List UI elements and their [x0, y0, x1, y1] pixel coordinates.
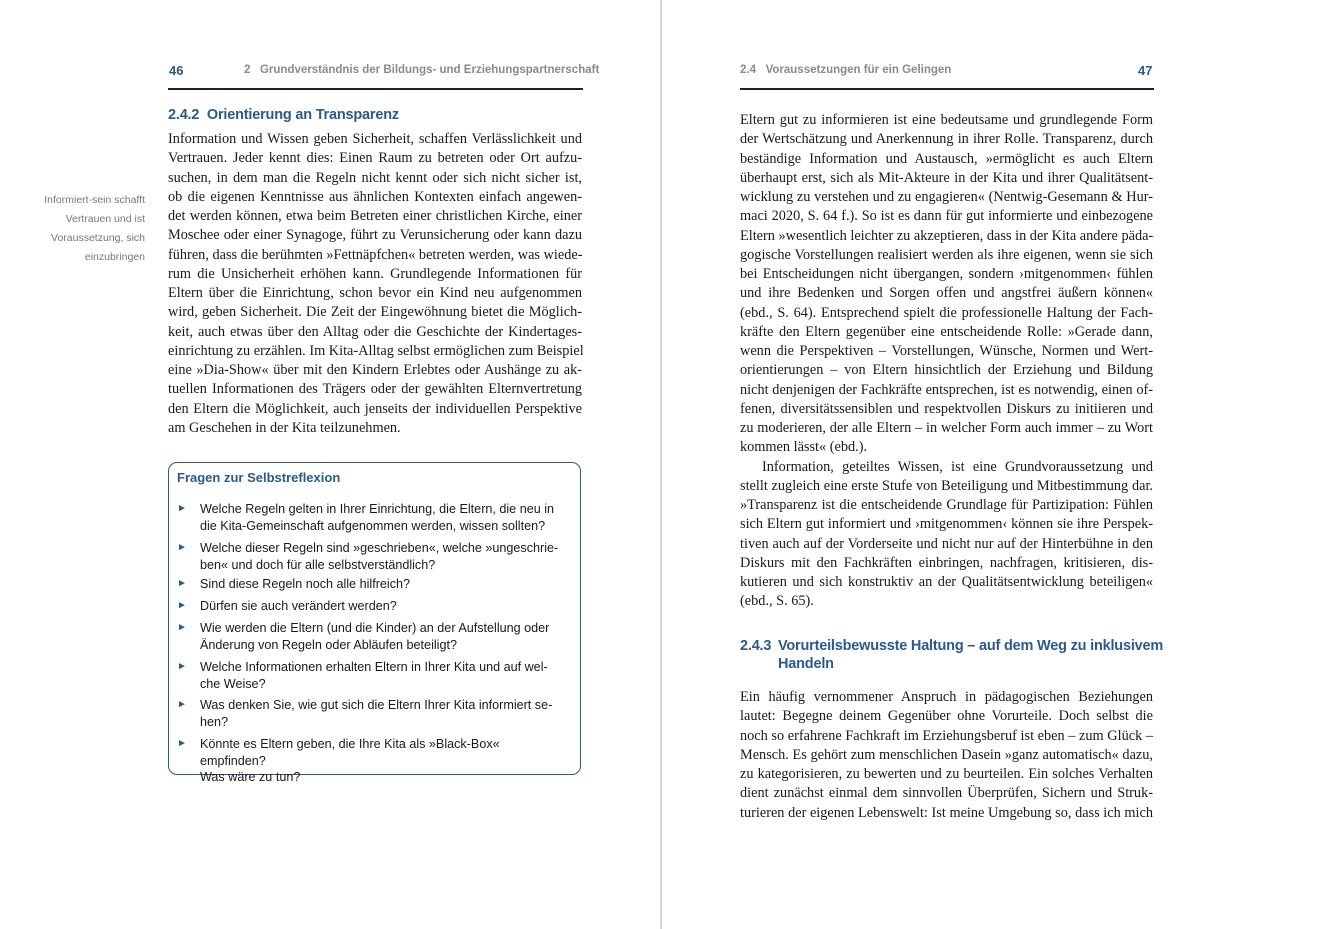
- text-line: ob die eigenen Kenntnisse aus ähnlichen Kontexten einfach angewen-: [168, 188, 582, 205]
- text-line: kräfte den Eltern gegenüber eine entscheidende Rolle: »Gerade dann,: [740, 323, 1153, 340]
- text-line: det werden können, etwa beim Betreten einer christlichen Kirche, einer: [168, 208, 582, 224]
- right-paragraph-1: [740, 111, 1153, 458]
- text-line: wird, geben Sicherheit. Die Zeit der Eingewöhnung bietet die Möglich-: [168, 304, 582, 321]
- question-item: [177, 576, 567, 593]
- header-rule-right: [740, 88, 1154, 90]
- question-text-line: ben« und doch für alle selbstverständlich?: [200, 557, 436, 572]
- self-reflection-box: [168, 462, 581, 784]
- question-text-line: hen?: [200, 714, 229, 729]
- text-line: »Transparenz ist die entscheidende Grundlage für Partizipation: Fühlen: [740, 497, 1153, 513]
- text-line: rum die Unsicherheit erhöhen kann. Grundlegende Informationen für: [168, 265, 582, 282]
- text-line: Eltern »wesentlich leichter zu akzeptieren, dass in der Kita andere päda-: [740, 227, 1154, 244]
- triangle-bullet-icon: ►: [177, 622, 187, 633]
- text-line: Mensch. Es gehört zum menschlichen Dasein »ganz automatisch« dazu,: [740, 746, 1153, 763]
- text-line: einrichtung zu erzählen. Im Kita-Alltag selbst ermöglichen zum Beispiel: [168, 342, 584, 359]
- question-item: [177, 659, 567, 692]
- left-paragraph: [168, 130, 582, 438]
- triangle-bullet-icon: ►: [177, 542, 187, 553]
- text-line: orientierungen – von Eltern hinsichtlich der Erziehung und Bildung: [740, 362, 1153, 379]
- question-text-line: Was wäre zu tun?: [200, 770, 301, 784]
- text-line: Information, geteiltes Wissen, ist eine Grundvoraussetzung und: [762, 458, 1153, 475]
- text-line: beständige Information und Austausch, »ermöglicht es auch Eltern: [740, 150, 1153, 167]
- question-item: [177, 697, 567, 730]
- triangle-bullet-icon: ►: [177, 661, 187, 672]
- question-text-line: Änderung von Regeln oder Abläufen beteiligt?: [200, 637, 457, 652]
- text-line: dient zunächst einmal dem sinnvollen Überprüfen, Sichern und Struk-: [740, 785, 1153, 802]
- question-text-line: die Kita-Gemeinschaft aufgenommen werden, wissen sollten?: [200, 518, 546, 533]
- running-head-right: 2.4 Voraussetzungen für ein Gelingen: [740, 64, 952, 76]
- right-paragraph-2: [740, 458, 1153, 612]
- text-line: führen, dass die berühmten »Fettnäpfchen« betreten werden, was wiede-: [168, 246, 583, 263]
- triangle-bullet-icon: ►: [177, 699, 187, 710]
- text-line: Ein häufig vernommener Anspruch in pädagogischen Beziehungen: [740, 689, 1153, 705]
- triangle-bullet-icon: ►: [177, 738, 187, 749]
- section-heading-2-4-3-number: 2.4.3: [740, 638, 772, 654]
- text-line: den Eltern die Möglichkeit, auch jenseits der individuellen Perspektive: [168, 400, 582, 417]
- page-number-left: 46: [169, 63, 184, 78]
- text-line: suchen, in dem man die Regeln nicht kennt oder sich nicht sicher ist,: [168, 169, 582, 186]
- page-gutter: [660, 0, 662, 929]
- text-line: kutieren und sich konstruktiv an der Qualitätsentwicklung beteiligen«: [740, 574, 1153, 590]
- text-line: Information und Wissen geben Sicherheit, schaffen Verlässlichkeit und: [168, 131, 582, 147]
- section-heading-2-4-2: 2.4.2 Orientierung an Transparenz: [168, 107, 399, 123]
- text-line: der Wertschätzung und Anerkennung in ihrer Rolle. Transparenz, durch: [740, 131, 1153, 148]
- right-paragraph-3: [740, 688, 1153, 823]
- margin-note: Informiert-sein schafft Vertrauen und ist Voraussetzung, sich einzubringen: [44, 194, 145, 263]
- text-line: wicklung zu verstehen und zu engagieren« (Nentwig-Gesemann & Hur-: [740, 189, 1153, 205]
- question-text-line: Was denken Sie, wie gut sich die Eltern Ihrer Kita informiert se-: [200, 698, 553, 712]
- text-line: Vertrauen. Jeder kennt dies: Einen Raum zu betreten oder Ort aufzu-: [168, 150, 582, 167]
- question-item: [177, 598, 567, 615]
- text-line: fenen, diversitätssensiblen und respektvollen Diskurs zu initiieren und: [740, 400, 1153, 417]
- text-line: tuellen Informationen des Trägers oder der gewählten Elternvertretung: [168, 381, 582, 398]
- question-item: [177, 540, 567, 573]
- text-line: am Geschehen in der Kita teilzunehmen.: [168, 419, 401, 436]
- question-item: [177, 736, 567, 786]
- box-title: Fragen zur Selbstreflexion: [177, 470, 341, 485]
- text-line: keit, auch etwas über den Alltag oder die Geschichte der Kindertages-: [168, 323, 582, 340]
- text-line: zu moderieren, der alle Eltern – in welcher Form auch immer – zu Wort: [740, 420, 1153, 436]
- text-line: noch so erfahrene Fachkraft im Erziehungsberuf ist eben – zum Glück –: [740, 727, 1153, 744]
- text-line: bei Entscheidungen nicht übergangen, sondern ›mitgenommen‹ fühlen: [740, 266, 1153, 282]
- text-line: Moschee oder einer Synagoge, führt zu Verunsicherung oder kann dazu: [168, 227, 582, 244]
- text-line: (ebd., S. 65).: [740, 593, 814, 610]
- text-line: überhaupt erst, sich als Mit-Akteure in der Kita und ihrer Qualitätsent-: [740, 169, 1153, 186]
- triangle-bullet-icon: ►: [177, 503, 187, 514]
- text-line: Eltern über die Einrichtung, schon bevor ein Kind neu aufgenommen: [168, 285, 582, 301]
- text-line: zu kategorisieren, zu bewerten und zu beurteilen. Ein solches Verhalten: [740, 766, 1153, 782]
- triangle-bullet-icon: ►: [177, 600, 187, 611]
- text-line: lautet: Begegne deinem Gegenüber ohne Vorurteile. Doch selbst die: [740, 708, 1153, 725]
- question-item: [177, 620, 567, 653]
- question-text-line: Sind diese Regeln noch alle hilfreich?: [200, 577, 411, 591]
- section-heading-2-4-3-line2: Handeln: [778, 656, 834, 672]
- question-text-line: Könnte es Eltern geben, die Ihre Kita als »Black-Box« empfinden?: [200, 737, 500, 768]
- text-line: Eltern gut zu informieren ist eine bedeutsame und grundlegende Form: [740, 112, 1153, 128]
- question-text-line: Welche dieser Regeln sind »geschrieben«, welche »ungeschrie-: [200, 541, 559, 555]
- header-rule-left: [168, 88, 583, 90]
- question-text-line: Dürfen sie auch verändert werden?: [200, 599, 397, 613]
- section-heading-2-4-3-line1: Vorurteilsbewusste Haltung – auf dem Weg zu inklusivem: [778, 638, 1164, 654]
- triangle-bullet-icon: ►: [177, 578, 187, 589]
- question-text-line: Welche Regeln gelten in Ihrer Einrichtung, die Eltern, die neu in: [200, 502, 555, 516]
- text-line: eine »Dia-Show« über mit den Kindern Erlebtes oder Aushänge zu ak-: [168, 362, 582, 378]
- text-line: Diskurs mit den Fachkräften einbringen, nachfragen, kritisieren, dis-: [740, 554, 1153, 571]
- page-number-right: 47: [1138, 63, 1153, 78]
- text-line: und ihre Bedenken und Sorgen offen und angstfrei äußern können«: [740, 285, 1153, 302]
- text-line: stellt zugleich eine erste Stufe von Beteiligung und Mitbestimmung dar.: [740, 477, 1153, 494]
- question-item: [177, 501, 567, 534]
- text-line: (ebd., S. 64). Entsprechend spielt die professionelle Haltung der Fach-: [740, 304, 1153, 321]
- question-text-line: che Weise?: [200, 676, 266, 691]
- text-line: tiven auch auf der Vorderseite und nicht nur auf der Hinterbühne in den: [740, 535, 1153, 552]
- question-text-line: Wie werden die Eltern (und die Kinder) an der Aufstellung oder: [200, 621, 550, 635]
- text-line: nicht denjenigen der Fachkräfte entsprechen, ist es notwendig, einen of-: [740, 381, 1153, 398]
- text-line: wenn die Perspektiven – Vorstellungen, Wünsche, Normen und Wert-: [740, 343, 1153, 359]
- text-line: sich Eltern gut informiert und ›mitgenommen‹ können sie ihre Perspek-: [740, 516, 1153, 533]
- text-line: gogische Vorstellungen realisiert werden als ihre eigenen, wenn sie sich: [740, 246, 1153, 263]
- text-line: kommen lässt« (ebd.).: [740, 439, 868, 456]
- text-line: turieren der eigenen Lebenswelt: Ist meine Umgebung so, dass ich mich: [740, 804, 1153, 821]
- running-head-left: 2 Grundverständnis der Bildungs- und Erziehungspartnerschaft: [244, 64, 600, 76]
- question-text-line: Welche Informationen erhalten Eltern in Ihrer Kita und auf wel-: [200, 660, 548, 674]
- text-line: maci 2020, S. 64 f.). So ist es dann für gut informierte und einbezogene: [740, 208, 1153, 225]
